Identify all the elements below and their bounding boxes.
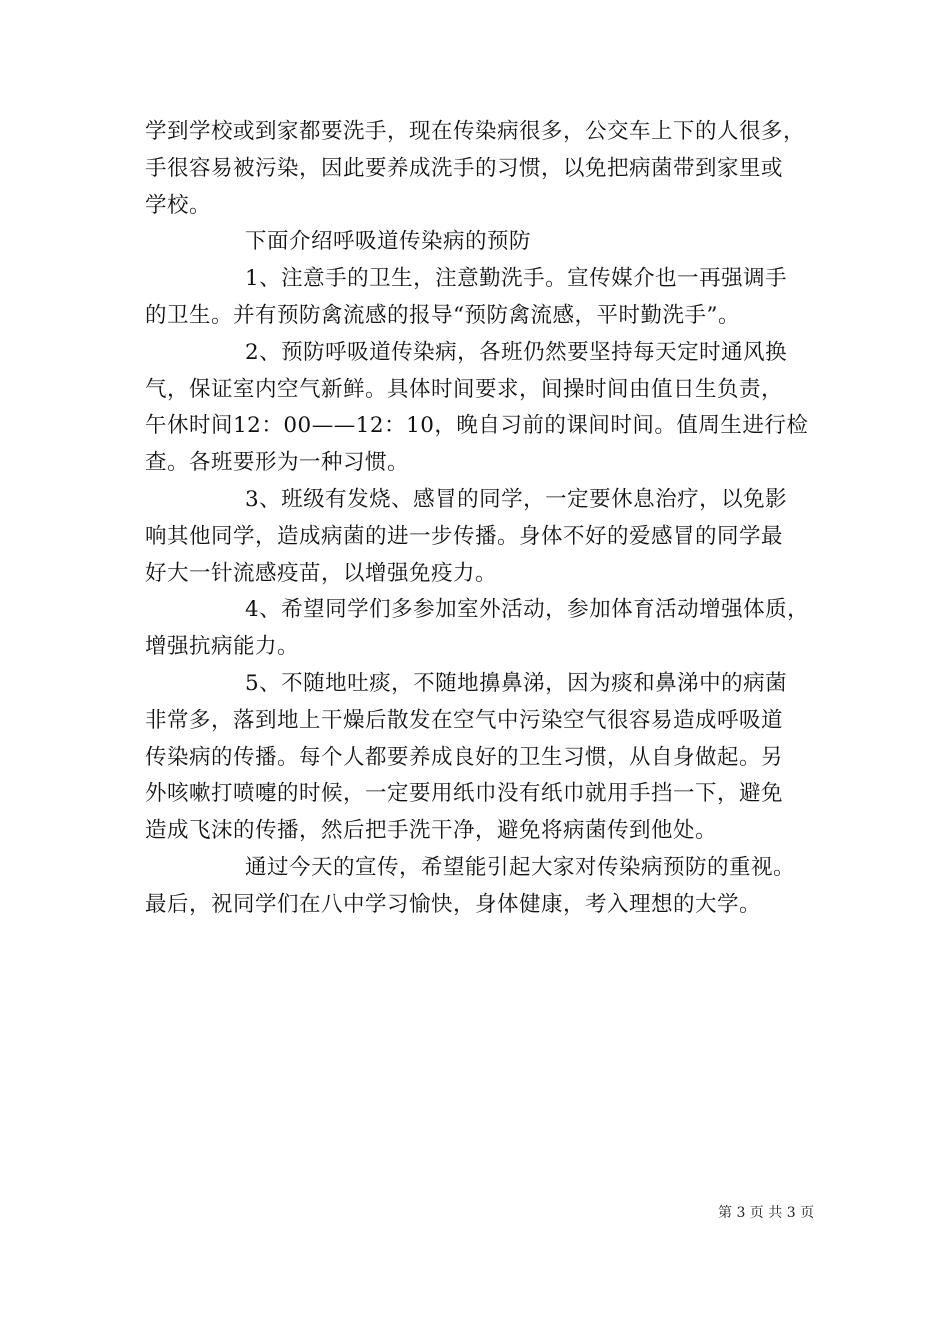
text-line: 下面介绍呼吸道传染病的预防 (245, 229, 532, 255)
page-number-footer: 第 3 页 共 3 页 (718, 1205, 815, 1221)
paragraph-item-2 (145, 335, 835, 482)
paragraph-section-heading (145, 224, 835, 261)
text-line: 查。各班要形为一种习惯。 (145, 450, 410, 476)
paragraph-handwashing-intro (145, 114, 835, 224)
text-line: 2、预防呼吸道传染病，各班仍然要坚持每天定时通风换 (245, 339, 788, 365)
paragraph-item-5 (145, 666, 835, 850)
document-body (145, 114, 835, 924)
text-line: 造成飞沫的传播，然后把手洗干净，避免将病菌传到他处。 (145, 818, 718, 844)
text-line: 的卫生。并有预防禽流感的报导“预防禽流感，平时勤洗手”。 (145, 302, 740, 328)
text-line: 学校。 (145, 192, 212, 218)
text-line: 1、注意手的卫生，注意勤洗手。宣传媒介也一再强调手 (245, 266, 788, 292)
text-line: 5、不随地吐痰，不随地擤鼻涕，因为痰和鼻涕中的病菌 (245, 670, 788, 696)
text-line: 好大一针流感疫苗，以增强免疫力。 (145, 560, 498, 586)
paragraph-item-1 (145, 261, 835, 335)
text-line: 3、班级有发烧、感冒的同学，一定要休息治疗，以免影 (245, 486, 788, 512)
text-line: 4、希望同学们多参加室外活动，参加体育活动增强体质， (245, 597, 810, 623)
text-line: 学到学校或到家都要洗手，现在传染病很多，公交车上下的人很多， (145, 119, 806, 144)
text-line: 最后，祝同学们在八中学习愉快，身体健康，考入理想的大学。 (145, 891, 762, 917)
paragraph-item-3 (145, 482, 835, 592)
text-line: 非常多，落到地上干燥后散发在空气中污染空气很容易造成呼吸道 (145, 707, 784, 733)
text-line: 手很容易被污染，因此要养成洗手的习惯，以免把病菌带到家里或 (145, 155, 784, 181)
text-line: 传染病的传播。每个人都要养成良好的卫生习惯，从自身做起。另 (145, 744, 784, 770)
paragraph-item-4 (145, 592, 835, 666)
text-line: 响其他同学，造成病菌的进一步传播。身体不好的爱感冒的同学最 (145, 523, 784, 549)
text-line: 外咳嗽打喷嚏的时候，一定要用纸巾没有纸巾就用手挡一下，避免 (145, 781, 784, 807)
text-line: 增强抗病能力。 (145, 634, 300, 660)
text-line: 午休时间12：00——12：10，晚自习前的课间时间。值周生进行检 (145, 413, 809, 439)
paragraph-closing (145, 850, 835, 924)
text-line: 气，保证室内空气新鲜。具体时间要求，间操时间由值日生负责， (145, 376, 784, 402)
text-line: 通过今天的宣传，希望能引起大家对传染病预防的重视。 (245, 854, 796, 880)
